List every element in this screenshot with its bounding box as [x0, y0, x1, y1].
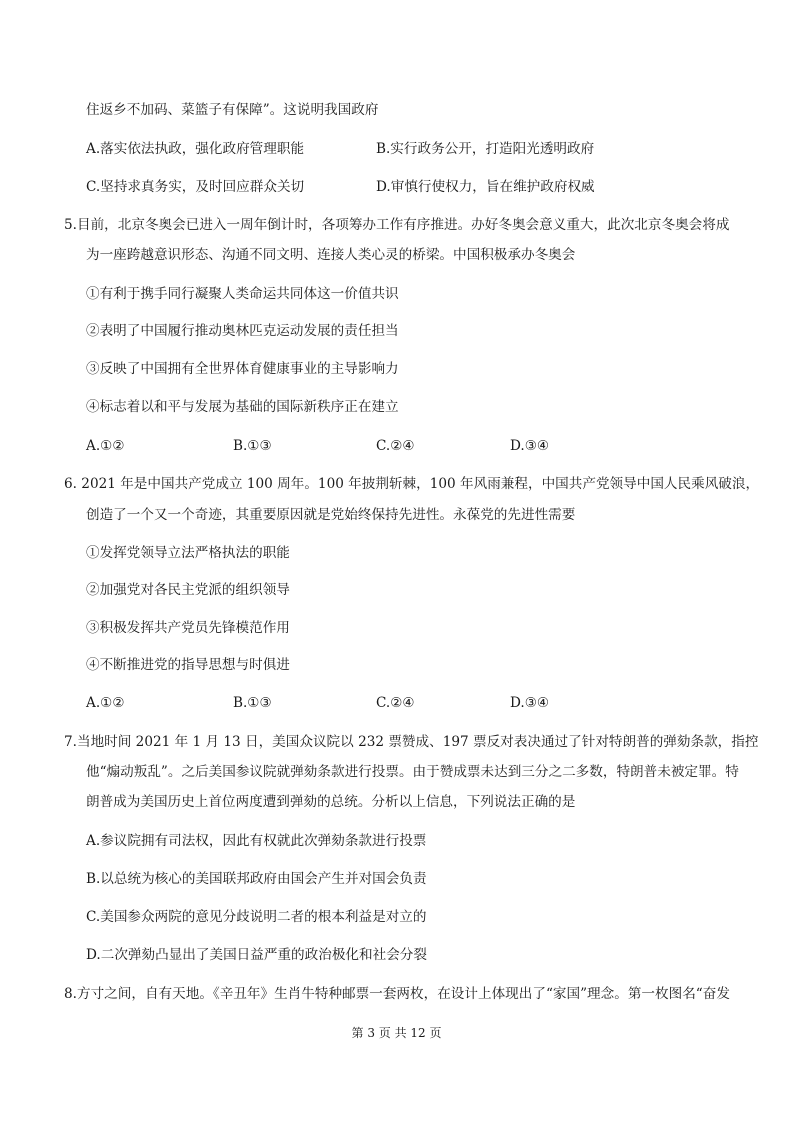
- q7-stem-line-3: 朗普成为美国历史上首位两度遭到弹劾的总统。分析以上信息，下列说法正确的是: [86, 794, 576, 810]
- q4-option-b: B.实行政务公开，打造阳光透明政府: [376, 141, 595, 157]
- q5-statement-4: ④标志着以和平与发展为基础的国际新秩序正在建立: [86, 399, 399, 415]
- q5-option-b: B.①③: [233, 438, 272, 454]
- q6-stem-line-1: 6. 2021 年是中国共产党成立 100 周年。100 年披荆斩棘，100 年风雨兼程，中国共产党领导中国人民乘风破浪，: [64, 476, 760, 492]
- q5-statement-2: ②表明了中国履行推动奥林匹克运动发展的责任担当: [86, 323, 399, 339]
- q6-statement-2: ②加强党对各民主党派的组织领导: [86, 582, 290, 598]
- q5-option-d: D.③④: [510, 438, 550, 454]
- q7-option-b: B.以总统为核心的美国联邦政府由国会产生并对国会负责: [86, 871, 427, 887]
- q4-option-a: A.落实依法执政，强化政府管理职能: [86, 141, 305, 157]
- q4-option-c: C.坚持求真务实，及时回应群众关切: [86, 179, 305, 195]
- q5-statement-1: ①有利于携手同行凝聚人类命运共同体这一价值共识: [86, 286, 399, 302]
- q5-option-a: A.①②: [86, 438, 125, 454]
- q5-stem-line-2: 为一座跨越意识形态、沟通不同文明、连接人类心灵的桥梁。中国积极承办冬奥会: [86, 247, 576, 263]
- q5-stem-line-1: 5.目前，北京冬奥会已进入一周年倒计时，各项筹办工作有序推进。办好冬奥会意义重大，此次北京冬奥会将成: [64, 217, 730, 233]
- q7-option-c: C.美国参众两院的意见分歧说明二者的根本利益是对立的: [86, 909, 427, 925]
- q5-statement-3: ③反映了中国拥有全世界体育健康事业的主导影响力: [86, 361, 399, 377]
- q7-stem-line-2: 他“煽动叛乱”。之后美国参议院就弹劾条款进行投票。由于赞成票未达到三分之二多数，特朗普未被定罪。特: [86, 764, 739, 780]
- q4-stem-continuation: 住返乡不加码、菜篮子有保障”。这说明我国政府: [86, 102, 379, 118]
- q8-stem-line-1: 8.方寸之间，自有天地。《辛丑年》生肖牛特种邮票一套两枚，在设计上体现出了“家国”理念。第一枚图名“奋发: [64, 986, 730, 1002]
- q7-option-a: A.参议院拥有司法权，因此有权就此次弹劾条款进行投票: [86, 833, 427, 849]
- q7-option-d: D.二次弹劾凸显出了美国日益严重的政治极化和社会分裂: [86, 947, 427, 963]
- q4-option-d: D.审慎行使权力，旨在维护政府权威: [376, 179, 595, 195]
- q5-option-c: C.②④: [376, 438, 415, 454]
- q6-option-c: C.②④: [376, 695, 415, 711]
- q6-statement-1: ①发挥党领导立法严格执法的职能: [86, 545, 290, 561]
- q7-stem-line-1: 7.当地时间 2021 年 1 月 13 日，美国众议院以 232 票赞成、197 票反对表决通过了针对特朗普的弹劾条款，指控: [64, 734, 759, 750]
- q6-option-a: A.①②: [86, 695, 125, 711]
- q6-option-d: D.③④: [510, 695, 550, 711]
- page-footer: 第 3 页 共 12 页: [351, 1026, 442, 1040]
- q6-option-b: B.①③: [233, 695, 272, 711]
- q6-statement-3: ③积极发挥共产党员先锋模范作用: [86, 620, 290, 636]
- q6-stem-line-2: 创造了一个又一个奇迹，其重要原因就是党始终保持先进性。永葆党的先进性需要: [86, 507, 576, 523]
- q6-statement-4: ④不断推进党的指导思想与时俱进: [86, 657, 290, 673]
